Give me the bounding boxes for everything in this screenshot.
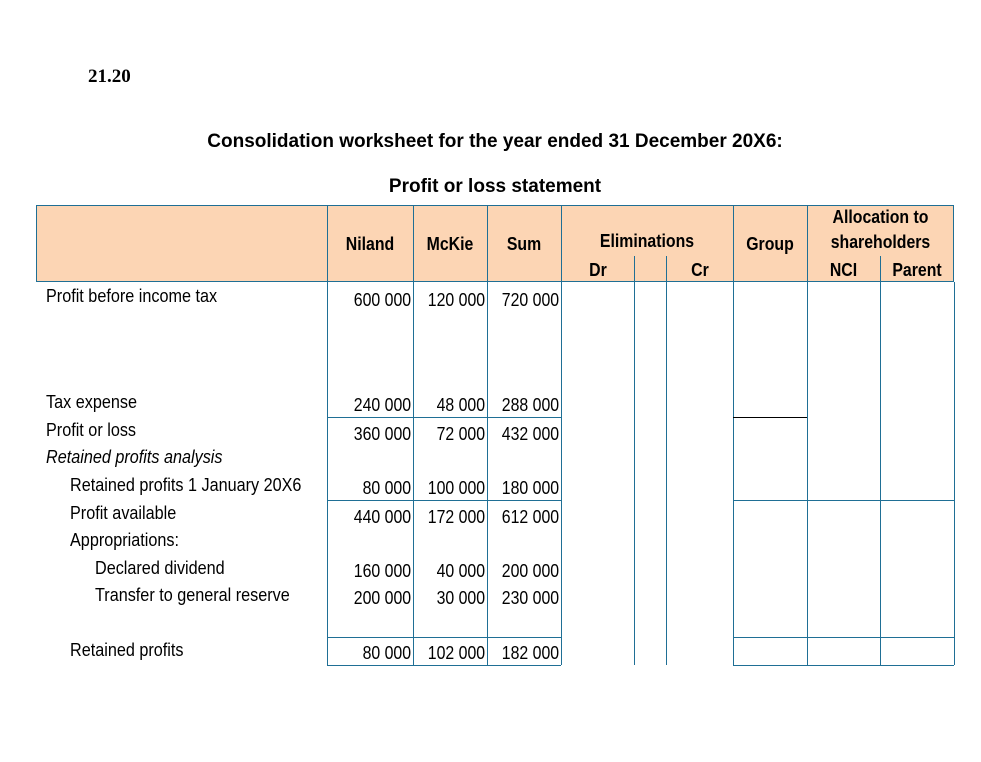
header-divider: [327, 205, 328, 282]
row-label: Appropriations:: [70, 530, 179, 550]
cell-sum: 230 000: [501, 588, 559, 608]
header-divider: [634, 256, 635, 282]
row-label: Retained profits 1 January 20X6: [70, 475, 302, 495]
cell-mckie: 40 000: [436, 561, 485, 581]
header-divider: [561, 205, 562, 282]
cell-sum: 612 000: [501, 507, 559, 527]
cell-mckie: 72 000: [436, 424, 485, 444]
column-line: [634, 282, 635, 665]
cell-niland: 200 000: [353, 588, 411, 608]
header-eliminations: Eliminations: [599, 231, 695, 251]
total-rule: [327, 417, 561, 418]
row-label: Retained profits: [70, 640, 184, 660]
header-dr: Dr: [589, 260, 607, 280]
statement-subtitle: Profit or loss statement: [388, 176, 602, 197]
row-label: Profit before income tax: [46, 286, 218, 306]
row-label: Profit or loss: [46, 420, 137, 440]
header-mckie: McKie: [426, 234, 474, 254]
cell-mckie: 172 000: [427, 507, 485, 527]
row-label: Profit available: [70, 503, 177, 523]
bottom-rule: [733, 665, 954, 666]
header-allocation-line2: shareholders: [830, 232, 931, 252]
column-line: [666, 282, 667, 665]
header-allocation-line1: Allocation to: [832, 207, 929, 227]
header-parent: Parent: [892, 260, 942, 280]
problem-number: 21.20: [88, 66, 131, 87]
cell-mckie: 48 000: [436, 395, 485, 415]
column-line: [413, 282, 414, 665]
column-line: [880, 282, 881, 665]
total-rule: [733, 417, 807, 418]
header-divider: [666, 256, 667, 282]
total-rule: [733, 500, 954, 501]
total-rule: [327, 500, 561, 501]
bottom-rule: [327, 665, 561, 666]
total-rule: [733, 637, 954, 638]
header-divider: [487, 205, 488, 282]
cell-sum: 200 000: [501, 561, 559, 581]
row-label: Declared dividend: [95, 558, 225, 578]
column-line: [327, 282, 328, 665]
column-line: [954, 282, 955, 665]
cell-niland: 80 000: [362, 643, 411, 663]
section-heading: Retained profits analysis: [46, 447, 223, 467]
cell-mckie: 102 000: [427, 643, 485, 663]
row-label: Transfer to general reserve: [95, 585, 290, 605]
header-divider: [880, 256, 881, 282]
cell-niland: 240 000: [353, 395, 411, 415]
row-label: Tax expense: [46, 392, 137, 412]
cell-niland: 80 000: [362, 478, 411, 498]
header-group: Group: [746, 234, 794, 254]
total-rule: [327, 637, 561, 638]
header-niland: Niland: [345, 234, 395, 254]
cell-sum: 720 000: [501, 290, 559, 310]
cell-niland: 360 000: [353, 424, 411, 444]
header-divider: [807, 205, 808, 282]
header-cr: Cr: [691, 260, 709, 280]
worksheet-title: Consolidation worksheet for the year ended 31 December 20X6:: [207, 131, 783, 152]
cell-niland: 600 000: [353, 290, 411, 310]
header-divider: [413, 205, 414, 282]
header-sum: Sum: [506, 234, 542, 254]
cell-mckie: 100 000: [427, 478, 485, 498]
cell-niland: 440 000: [353, 507, 411, 527]
cell-sum: 432 000: [501, 424, 559, 444]
cell-mckie: 30 000: [436, 588, 485, 608]
column-line: [487, 282, 488, 665]
cell-sum: 182 000: [501, 643, 559, 663]
column-line: [807, 282, 808, 665]
column-line: [733, 282, 734, 665]
cell-niland: 160 000: [353, 561, 411, 581]
header-nci: NCI: [829, 260, 858, 280]
column-line: [561, 282, 562, 665]
header-divider: [733, 205, 734, 282]
cell-mckie: 120 000: [427, 290, 485, 310]
cell-sum: 180 000: [501, 478, 559, 498]
cell-sum: 288 000: [501, 395, 559, 415]
